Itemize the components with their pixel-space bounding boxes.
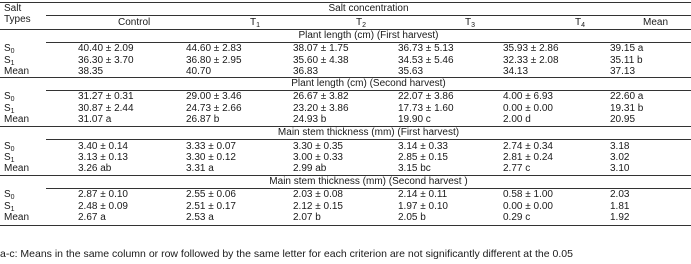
row-label: $S_1$ (4, 152, 15, 164)
table-cell: 2.00 d (503, 114, 531, 125)
section-rule (46, 188, 691, 189)
section-title: Plant length (cm) (First harvest) (298, 30, 439, 41)
col-header-t1: $T_1$ (250, 17, 261, 29)
table-cell: 31.27 ± 0.31 (78, 91, 134, 102)
table-cell: 35.60 ± 4.38 (293, 55, 349, 66)
table-cell: 35.63 (398, 66, 424, 77)
table-cell: 24.93 b (293, 114, 327, 125)
table-cell: 22.07 ± 3.86 (398, 91, 454, 102)
table-cell: 2.67 a (78, 212, 106, 223)
col-header-mean: Mean (643, 17, 669, 28)
table-cell: 0.00 ± 0.00 (503, 201, 553, 212)
row-label: Mean (4, 212, 30, 223)
table-cell: 2.81 ± 0.24 (503, 152, 553, 163)
row-label: $S_1$ (4, 201, 15, 213)
table-cell: 3.02 (610, 152, 630, 163)
table-cell: 31.07 a (78, 114, 112, 125)
table-cell: 30.87 ± 2.44 (78, 103, 134, 114)
table-footnote: a-c: Means in the same column or row followed by the same letter for each criterion are not significantly different at the 0.05 (0, 248, 573, 260)
table-cell: 2.99 ab (293, 163, 327, 174)
table-cell: 26.67 ± 3.82 (293, 91, 349, 102)
table-cell: 4.00 ± 6.93 (503, 91, 553, 102)
table-cell: 44.60 ± 2.83 (186, 43, 242, 54)
table-cell: 22.60 a (610, 91, 644, 102)
table-bottom-rule (0, 225, 691, 226)
table-cell: 2.03 (610, 189, 630, 200)
table-cell: 32.33 ± 2.08 (503, 55, 559, 66)
section-title: Main stem thickness (mm) (First harvest) (277, 127, 460, 138)
table-cell: 29.00 ± 3.46 (186, 91, 242, 102)
table-cell: 2.51 ± 0.17 (186, 201, 236, 212)
section-title: Main stem thickness (mm) (Second harvest ) (269, 176, 468, 187)
table-cell: 40.40 ± 2.09 (78, 43, 134, 54)
table-cell: 0.00 ± 0.00 (503, 103, 553, 114)
section-rule (46, 90, 691, 91)
group-title-rule (46, 15, 691, 16)
table-cell: 26.87 b (186, 114, 220, 125)
table-cell: 2.07 b (293, 212, 321, 223)
table-cell: 20.95 (610, 114, 636, 125)
table-cell: 3.26 ab (78, 163, 112, 174)
table-cell: 39.15 a (610, 43, 644, 54)
col-header-t2: $T_2$ (356, 17, 367, 29)
table-cell: 3.10 (610, 163, 630, 174)
row-label-header-line1: Salt (4, 3, 22, 14)
table-cell: 3.13 ± 0.13 (78, 152, 128, 163)
row-label: $S_0$ (4, 189, 15, 201)
table-cell: 0.58 ± 1.00 (503, 189, 553, 200)
table-cell: 35.11 b (610, 55, 643, 66)
table-cell: 2.55 ± 0.06 (186, 189, 236, 200)
table-cell: 3.33 ± 0.07 (186, 141, 236, 152)
table-cell: 36.73 ± 5.13 (398, 43, 454, 54)
table-cell: 3.00 ± 0.33 (293, 152, 343, 163)
table-cell: 3.15 bc (398, 163, 431, 174)
table-cell: 1.97 ± 0.10 (398, 201, 448, 212)
row-label: $S_1$ (4, 55, 15, 67)
table-cell: 34.13 (503, 66, 529, 77)
table-cell: 2.74 ± 0.34 (503, 141, 553, 152)
table-cell: 3.40 ± 0.14 (78, 141, 128, 152)
table-cell: 38.35 (78, 66, 104, 77)
col-header-t3: $T_3$ (465, 17, 476, 29)
table-cell: 2.03 ± 0.08 (293, 189, 343, 200)
table-cell: 3.31 a (186, 163, 214, 174)
section-rule (46, 139, 691, 140)
col-header-control: Control (118, 17, 151, 28)
table-cell: 2.48 ± 0.09 (78, 201, 128, 212)
row-label: $S_0$ (4, 91, 15, 103)
row-label: $S_0$ (4, 141, 15, 153)
table-cell: 19.31 b (610, 103, 644, 114)
table-cell: 0.29 c (503, 212, 531, 223)
table-cell: 3.30 ± 0.12 (186, 152, 236, 163)
col-header-t4: $T_4$ (575, 17, 586, 29)
table-cell: 34.53 ± 5.46 (398, 55, 454, 66)
table-cell: 36.30 ± 3.70 (78, 55, 134, 66)
table-cell: 2.85 ± 0.15 (398, 152, 448, 163)
table-cell: 40.70 (186, 66, 212, 77)
row-label: $S_0$ (4, 43, 15, 55)
table-cell: 36.80 ± 2.95 (186, 55, 242, 66)
table-cell: 2.53 a (186, 212, 214, 223)
group-title: Salt concentration (328, 3, 409, 14)
table-cell: 23.20 ± 3.86 (293, 103, 349, 114)
row-label: $S_1$ (4, 103, 15, 115)
section-rule (46, 42, 691, 43)
table-cell: 1.81 (610, 201, 630, 212)
table-cell: 35.93 ± 2.86 (503, 43, 559, 54)
table-cell: 38.07 ± 1.75 (293, 43, 349, 54)
table-cell: 24.73 ± 2.66 (186, 103, 242, 114)
table-cell: 3.14 ± 0.33 (398, 141, 448, 152)
table-cell: 36.83 (293, 66, 319, 77)
section-title: Plant length (cm) (Second harvest) (291, 78, 446, 89)
table-cell: 1.92 (610, 212, 630, 223)
table-cell: 17.73 ± 1.60 (398, 103, 454, 114)
table-cell: 2.12 ± 0.15 (293, 201, 343, 212)
table-cell: 2.87 ± 0.10 (78, 189, 128, 200)
table-cell: 19.90 c (398, 114, 431, 125)
row-label-header-line2: Types (4, 14, 31, 25)
table-cell: 2.77 c (503, 163, 531, 174)
row-label: Mean (4, 114, 30, 125)
table-cell: 2.14 ± 0.11 (398, 189, 448, 200)
table-cell: 37.13 (610, 66, 636, 77)
table-cell: 3.30 ± 0.35 (293, 141, 343, 152)
table-cell: 3.18 (610, 141, 630, 152)
table-cell: 2.05 b (398, 212, 426, 223)
row-label: Mean (4, 66, 30, 77)
row-label: Mean (4, 163, 30, 174)
